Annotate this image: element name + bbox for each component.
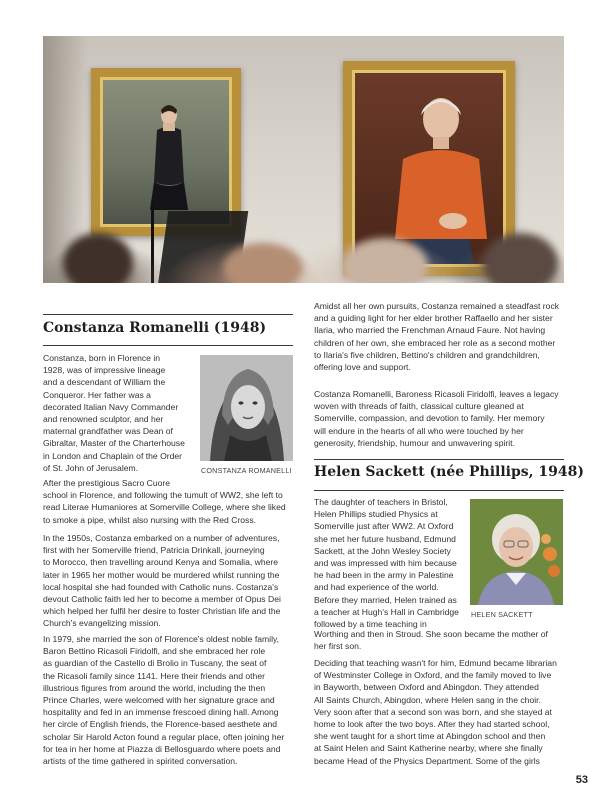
text-line: artists of the time gathered in spirited conversation. bbox=[43, 756, 238, 767]
text-line: Constanza, born in Florence in bbox=[43, 353, 161, 363]
text-line: and a guiding light for her elder brother Raffaello and her sister bbox=[314, 313, 553, 324]
text-line: Conqueror. Her father was a bbox=[43, 389, 151, 400]
text-line: and was impressed with him because bbox=[314, 558, 457, 569]
constanza-photo-caption: CONSTANZA ROMANELLI bbox=[201, 466, 292, 475]
text-line: local hospital she had founded with Catholic nuns. Costanza's bbox=[43, 581, 279, 592]
text-line: and a descendant of William the bbox=[43, 377, 166, 388]
text-line: Very soon after that a second son was born, and she stayed at bbox=[314, 706, 552, 717]
text-line: devout Catholic faith led her to become a member of Opus Dei bbox=[43, 594, 281, 605]
constanza-para-4 bbox=[314, 300, 569, 373]
heading-rule-top bbox=[43, 314, 293, 315]
text-line: All Saints Church, Abingdon, where Helen sang in the choir. bbox=[314, 694, 541, 705]
text-line: In the 1950s, Costanza embarked on a number of adventures, bbox=[43, 533, 280, 543]
text-line: as guardian of the Castello di Brolio in Tuscany, the seat of bbox=[43, 658, 267, 669]
text-line: scholar Sir Harold Acton found a regular place, often joining her bbox=[43, 731, 285, 742]
text-line: decorated Italian Navy Commander bbox=[43, 401, 179, 412]
helen-photo-caption: HELEN SACKETT bbox=[471, 610, 533, 619]
helen-para-2 bbox=[314, 657, 569, 767]
text-line: and had experience of the world. bbox=[314, 582, 439, 593]
helen-photo bbox=[470, 499, 563, 605]
text-line: of St. John of Jerusalem. bbox=[43, 462, 139, 473]
text-line: Gibraltar, Master of the Charterhouse bbox=[43, 438, 185, 449]
text-line: Baron Bettino Ricasoli Firidolfi, and she embraced her role bbox=[43, 646, 266, 657]
text-line: Helen Phillips studied Physics at bbox=[314, 509, 438, 520]
text-line: at Saint Helen and Saint Katherine nearby, where she finally bbox=[314, 743, 543, 754]
text-line: woven with threads of faith, classical culture gleaned at bbox=[314, 401, 524, 412]
text-line: a teacher at Hugh's Hall in Cambridge bbox=[314, 606, 459, 617]
text-line: school in Florence, and following the tumult of WW2, she left to bbox=[43, 490, 283, 501]
helen-intro-continued bbox=[314, 628, 569, 652]
text-line: maternal grandfather was Dean of bbox=[43, 426, 173, 437]
text-line: Church's evangelizing mission. bbox=[43, 618, 161, 629]
text-line: in London and Chaplain of the Order bbox=[43, 450, 183, 461]
text-line: her circle of English friends, the Florence-based aesthete and bbox=[43, 719, 278, 730]
text-line: which helped her fulfil her desire to foster Christian life and the bbox=[43, 606, 281, 617]
text-line: of Westminster College in Oxford, and the family moved to live bbox=[314, 670, 552, 681]
text-line: her first son. bbox=[314, 641, 362, 652]
text-line: Worthing and then in Stroud. She soon became the mother of bbox=[314, 629, 548, 639]
text-line: Ilaria, who married the Frenchman Arnaud Faure. Not having bbox=[314, 325, 546, 336]
page-number: 53 bbox=[575, 774, 588, 786]
text-line: children of her own, she embraced her role as a second mother bbox=[314, 337, 556, 348]
constanza-para-5 bbox=[314, 388, 569, 449]
text-line: first with her Somerville friend, Patricia Drinkall, journeying bbox=[43, 545, 265, 556]
text-line: Somerville just after WW2. At Oxford bbox=[314, 521, 454, 532]
text-line: he had been in the army in Palestine bbox=[314, 570, 454, 581]
constanza-para-2 bbox=[43, 532, 298, 630]
text-line: and renowned sculptor, and her bbox=[43, 414, 164, 425]
constanza-para-3 bbox=[43, 633, 298, 767]
text-line: later in 1965 her mother would be murdered whilst running the bbox=[43, 569, 280, 580]
constanza-heading: Constanza Romanelli (1948) bbox=[43, 320, 267, 336]
text-line: offering love and support. bbox=[314, 362, 411, 373]
text-line: illustrious figures from around the world, including the then bbox=[43, 682, 266, 693]
text-line: Sackett, at the John Wesley Society bbox=[314, 545, 451, 556]
text-line: hospitality and fed in an immense frescoed dining hall. Among bbox=[43, 707, 279, 718]
text-line: for tea in her home at Piazza di Bellosguardo where poets and bbox=[43, 743, 281, 754]
constanza-portrait-icon bbox=[200, 355, 293, 461]
text-line: to Ilaria's five children, Bettino's children and grandchildren, bbox=[314, 349, 540, 360]
text-line: will endure in the hearts of all who were touched by her bbox=[314, 425, 524, 436]
text-line: to Morocco, then travelling around Kenya and Somalia, where bbox=[43, 557, 279, 568]
helen-intro bbox=[314, 496, 474, 630]
helen-heading: Helen Sackett (née Phillips, 1948) bbox=[314, 464, 585, 480]
seated-woman-figure bbox=[148, 102, 190, 212]
constanza-intro bbox=[43, 352, 203, 474]
text-line: followed by a time teaching in bbox=[314, 619, 427, 630]
text-line: Before they married, Helen trained as bbox=[314, 594, 457, 605]
text-line: Prince Charles, were welcomed with her signature grace and bbox=[43, 695, 275, 706]
text-line: In 1979, she married the son of Florence's oldest noble family, bbox=[43, 634, 280, 644]
helen-portrait-icon bbox=[470, 499, 563, 605]
text-line: home to look after the two boys. After they had started school, bbox=[314, 719, 550, 730]
text-line: became Head of the Physics Department. Some of the girls bbox=[314, 755, 540, 766]
constanza-photo bbox=[200, 355, 293, 461]
text-line: 1928, was of impressive lineage bbox=[43, 365, 166, 376]
text-line: Somerville, compassion, and devotion to family. Her memory bbox=[314, 413, 545, 424]
text-line: to smoke a pipe, whilst also nursing with the Red Cross. bbox=[43, 514, 257, 525]
text-line: The daughter of teachers in Bristol, bbox=[314, 497, 448, 507]
text-line: Amidst all her own pursuits, Costanza remained a steadfast rock bbox=[314, 301, 560, 311]
text-line: in Bayworth, between Oxford and Abingdon. They attended bbox=[314, 682, 539, 693]
text-line: Costanza Romanelli, Baroness Ricasoli Firidolfi, leaves a legacy bbox=[314, 389, 559, 399]
text-line: the Ricasoli family since 1141. Here their friends and other bbox=[43, 670, 265, 681]
heading-rule-top bbox=[314, 459, 564, 460]
text-line: read Literae Humaniores at Somerville College, where she liked bbox=[43, 502, 286, 513]
heading-rule-bottom bbox=[314, 490, 564, 491]
hero-photo bbox=[43, 36, 564, 283]
text-line: she met her future husband, Edmund bbox=[314, 533, 456, 544]
text-line: After the prestigious Sacro Cuore bbox=[43, 478, 171, 488]
text-line: Deciding that teaching wasn't for him, Edmund became librarian bbox=[314, 658, 557, 668]
constanza-para-1 bbox=[43, 477, 298, 526]
text-line: she went taught for a short time at Abingdon school and then bbox=[314, 731, 546, 742]
heading-rule-bottom bbox=[43, 345, 293, 346]
text-line: generosity, friendship, humour and unwavering spirit. bbox=[314, 437, 515, 448]
